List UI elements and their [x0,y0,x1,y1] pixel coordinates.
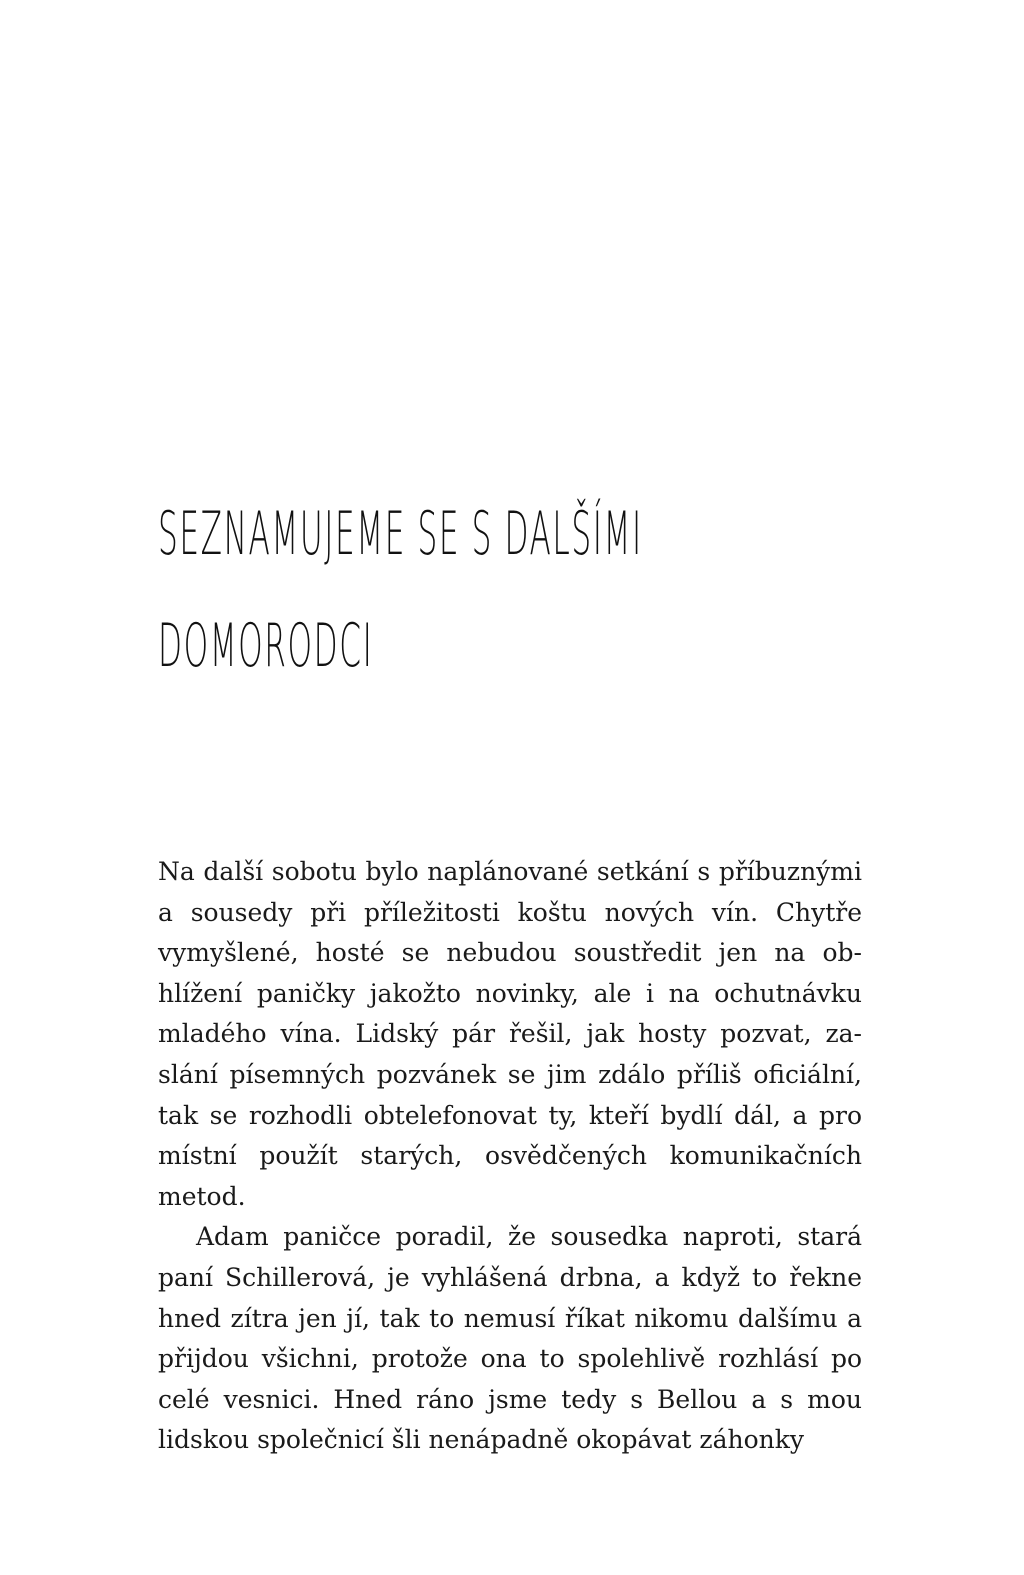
chapter-title-line-1: SEZNAMUJEME SE S DALŠÍMI [158,499,643,569]
chapter-title-line-2: DOMORODCI [158,611,374,681]
paragraph-1: Na další sobotu bylo naplánované setkání s příbuznými a sousedy při příležitosti koštu nových vín. Chytře vymyšlené, hosté se nebudou soustředit jen na obhlížení paničky jakožto novinky, ale i na ochutnávku mladého vína. Lidský pár řešil, jak hosty pozvat, zaslání písemných pozvánek se jim zdálo příliš oficiální, tak se rozhodli obtelefonovat ty, kteří bydlí dál, a pro místní použít starých, osvědčených komunikačních metod. [158,857,862,1211]
body-text [158,852,862,1461]
chapter-title [158,478,643,702]
paragraph-2: Adam paničce poradil, že sousedka naproti, stará paní Schillerová, je vyhlášená drbna, a když to řekne hned zítra jen jí, tak to nemusí říkat nikomu dalšímu a přijdou všichni, protože ona to spolehlivě rozhlásí po celé vesnici. Hned ráno jsme tedy s Bellou a s mou lidskou společnicí šli nenápadně okopávat záhonky [158,1222,862,1455]
